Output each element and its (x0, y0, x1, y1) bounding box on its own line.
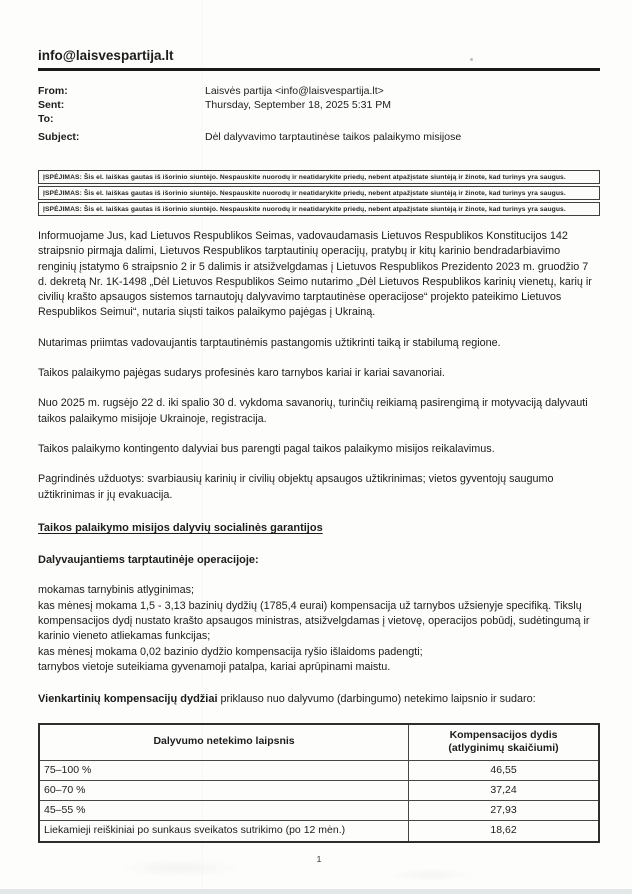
subject-value: Dėl dalyvavimo tarptautinėse taikos palaikymo misijose (205, 131, 462, 143)
from-value: Laisvės partija <info@laisvespartija.lt> (205, 85, 384, 97)
column-header-amount: Kompensacijos dydis (atlyginimų skaičiumi) (409, 724, 599, 761)
benefit-item: mokamas tarnybinis atlyginimas; (38, 584, 195, 597)
table-row (39, 801, 599, 821)
benefits-list (38, 583, 600, 675)
degree-cell: 45–55 % (39, 801, 409, 821)
benefit-item: kas mėnesį mokama 1,5 - 3,13 bazinių dydžių (1785,4 eurai) kompensacija už tarnybos užsienyje specifiką. Tikslų kompensacijos dydį nustato krašto apsaugos ministras, atsižvelgdamas į vietovę, operacijos pobūdį, sudėtingumą ir karinio vieneto atliekamas funkcijas; (38, 599, 590, 643)
section-heading-social-guarantees: Taikos palaikymo misijos dalyvių socialinės garantijos (38, 521, 323, 534)
meta-row-subject (38, 130, 600, 144)
mailbox-title: info@laisvespartija.lt (38, 48, 600, 71)
table-row (39, 760, 599, 780)
scan-speck (470, 58, 473, 61)
amount-cell: 46,55 (409, 760, 599, 780)
warning-banner: ĮSPĖJIMAS: Šis el. laiškas gautas iš išorinio siuntėjo. Nespauskite nuorodų ir neatidarykite priedų, nebent atpažįstate siuntėją ir žinote, kad turinys yra saugus. (38, 170, 600, 184)
to-label: To: (38, 113, 54, 125)
page-number: 1 (316, 853, 322, 864)
email-body (38, 229, 600, 867)
compensation-intro (38, 692, 600, 707)
compensation-intro-rest: priklauso nuo dalyvumo (darbingumo) netekimo laipsnio ir sudaro: (217, 693, 536, 706)
sent-label: Sent: (38, 99, 65, 111)
compensation-table (38, 723, 600, 843)
external-sender-warnings (38, 170, 600, 216)
degree-cell: Liekamieji reiškiniai po sunkaus sveikatos sutrikimo (po 12 mėn.) (39, 821, 409, 842)
amount-cell: 37,24 (409, 780, 599, 800)
paragraph-forces: Taikos palaikymo pajėgas sudarys profesinės karo tarnybos kariai ir kariai savanoriai. (38, 367, 445, 380)
amount-cell: 27,93 (409, 801, 599, 821)
paragraph-intro: Informuojame Jus, kad Lietuvos Respublikos Seimas, vadovaudamasis Lietuvos Respublikos Konstitucijos 142 straipsnio pirmąja dalimi, Lietuvos Respublikos tarptautinių operacijų, pratybų ir kitų karinio bendradarbiavimo renginių įstatymo 6 straipsnio 2 ir 5 dalimis ir atsižvelgdamas į Lietuvos Respublikos Prezidento 2023 m. gruodžio 7 d. dekretą Nr. 1K-1498 „Dėl Lietuvos Respublikos Seimo nutarimo „Dėl Lietuvos Respublikos karinių vienetų, karių ir civilių krašto apsaugos sistemos tarnautojų dalyvavimo tarptautinėse operacijose“ projekto pateikimo Lietuvos Respublikos Seimui“, nutaria siųsti taikos palaikymo pajėgas į Ukrainą. (38, 230, 592, 319)
table-header-row (39, 724, 599, 761)
column-header-degree: Dalyvumo netekimo laipsnis (39, 724, 409, 761)
meta-row-sent (38, 98, 600, 112)
from-label: From: (38, 85, 68, 97)
table-row (39, 780, 599, 800)
paragraph-registration: Nuo 2025 m. rugsėjo 22 d. iki spalio 30 d. vykdoma savanorių, turinčių reikiamą pasirengimą ir motyvaciją dalyvauti taikos palaikymo misijoje Ukrainoje, registracija. (38, 397, 588, 425)
email-meta (38, 84, 600, 144)
to-value (205, 112, 600, 126)
sent-value: Thursday, September 18, 2025 5:31 PM (205, 99, 391, 111)
paragraph-training: Taikos palaikymo kontingento dalyviai bus parengti pagal taikos palaikymo misijos reikalavimus. (38, 442, 495, 455)
paragraph-tasks: Pagrindinės užduotys: svarbiausių karinių ir civilių objektų apsaugos užtikrinimas; vietos gyventojų saugumo užtikrinimas ir jų evakuacija. (38, 473, 554, 501)
benefit-item: tarnybos vietoje suteikiama gyvenamoji patalpa, kariai aprūpinami maistu. (38, 660, 391, 673)
amount-cell: 18,62 (409, 821, 599, 842)
meta-row-from (38, 84, 600, 98)
benefit-item: kas mėnesį mokama 0,02 bazinio dydžio kompensacija ryšio išlaidoms padengti; (38, 645, 423, 658)
compensation-intro-bold: Vienkartinių kompensacijų dydžiai (38, 693, 218, 706)
warning-banner: ĮSPĖJIMAS: Šis el. laiškas gautas iš išorinio siuntėjo. Nespauskite nuorodų ir neatidarykite priedų, nebent atpažįstate siuntėją ir žinote, kad turinys yra saugus. (38, 202, 600, 216)
degree-cell: 75–100 % (39, 760, 409, 780)
table-row (39, 821, 599, 842)
subject-label: Subject: (38, 131, 80, 143)
degree-cell: 60–70 % (39, 780, 409, 800)
paragraph-decision: Nutarimas priimtas vadovaujantis tarptautinėmis pastangomis užtikrinti taiką ir stabilumą regione. (38, 336, 501, 349)
subheading-participants: Dalyvaujantiems tarptautinėje operacijoje: (38, 554, 259, 567)
meta-row-to (38, 112, 600, 126)
warning-banner: ĮSPĖJIMAS: Šis el. laiškas gautas iš išorinio siuntėjo. Nespauskite nuorodų ir neatidarykite priedų, nebent atpažįstate siuntėją ir žinote, kad turinys yra saugus. (38, 186, 600, 200)
